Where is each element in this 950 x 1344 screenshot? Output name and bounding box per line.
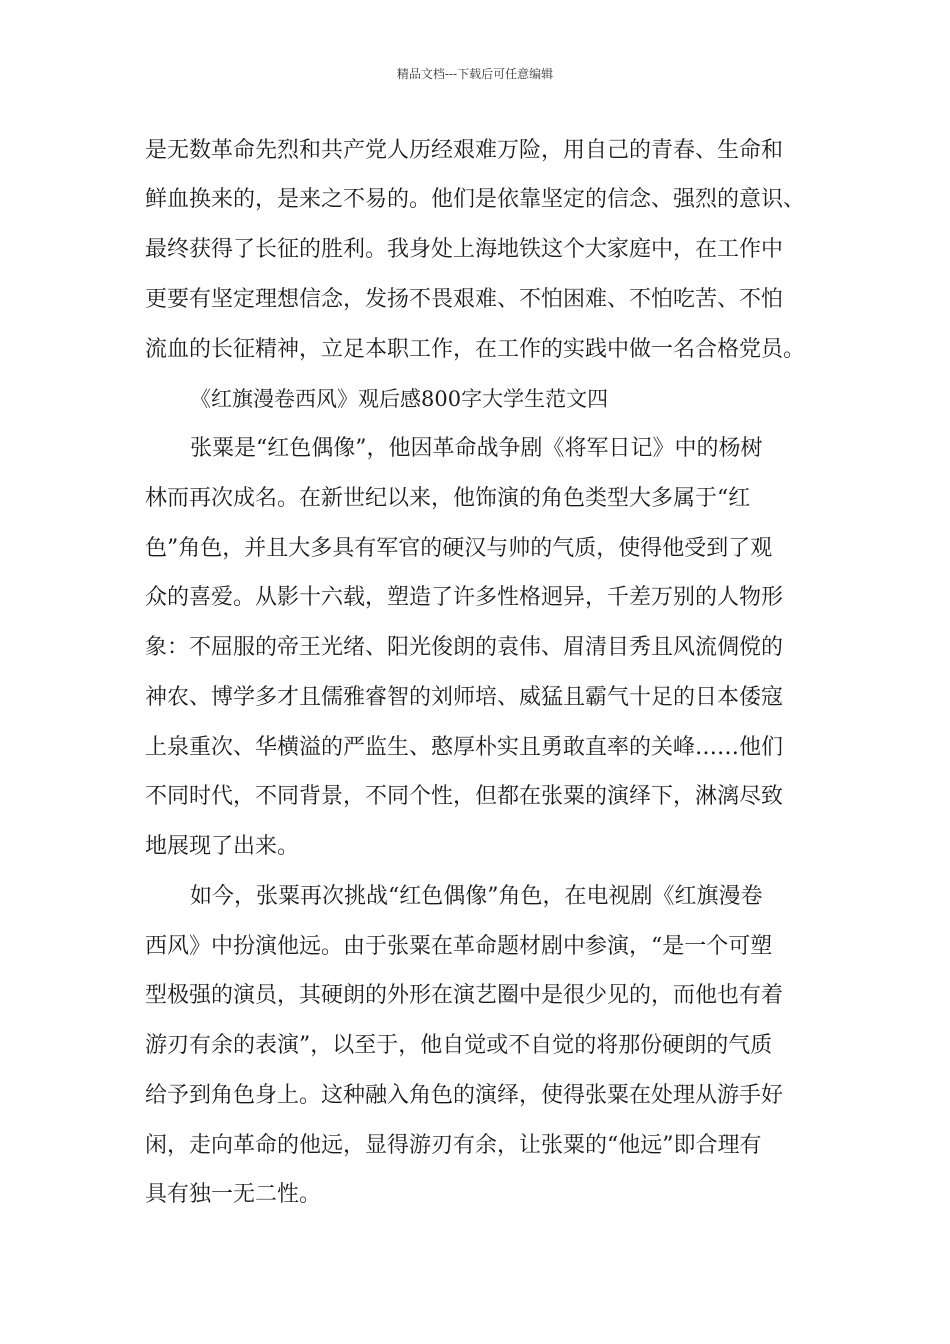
paragraph-line: 地展现了出来。 (145, 834, 300, 859)
paragraph-line: 型极强的演员，其硬朗的外形在演艺圈中是很少见的，而他也有着 (145, 983, 784, 1008)
paragraph-line: 西风》中扮演他远。由于张粟在革命题材剧中参演，“是一个可塑 (145, 934, 773, 959)
page-header: 精品文档---下载后可任意编辑 (396, 67, 554, 81)
paragraph-line: 色”角色，并且大多具有军官的硬汉与帅的气质，使得他受到了观 (145, 536, 773, 561)
section-heading: 《红旗漫卷西风》观后感800字大学生范文四 (190, 387, 609, 411)
paragraph-line: 游刃有余的表演”，以至于，他自觉或不自觉的将那份硬朗的气质 (145, 1033, 773, 1058)
paragraph-line: 张粟是“红色偶像”，他因革命战争剧《将军日记》中的杨树 (190, 436, 763, 461)
paragraph-line: 是无数革命先烈和共产党人历经艰难万险，用自己的青春、生命和 (145, 138, 784, 163)
paragraph-line: 更要有坚定理想信念，发扬不畏艰难、不怕困难、不怕吃苦、不怕 (145, 287, 784, 312)
paragraph-line: 鲜血换来的，是来之不易的。他们是依靠坚定的信念、强烈的意识、 (145, 187, 806, 212)
paragraph-line: 林而再次成名。在新世纪以来，他饰演的角色类型大多属于“红 (145, 486, 751, 511)
paragraph-line: 如今，张粟再次挑战“红色偶像”角色，在电视剧《红旗漫卷 (190, 884, 763, 909)
paragraph-line: 具有独一无二性。 (145, 1182, 322, 1207)
paragraph-line: 众的喜爱。从影十六载，塑造了许多性格迥异，千差万别的人物形 (145, 585, 784, 610)
paragraph-line: 不同时代，不同背景，不同个性，但都在张粟的演绎下，淋漓尽致 (145, 784, 784, 809)
paragraph-line: 神农、博学多才且儒雅睿智的刘师培、威猛且霸气十足的日本倭寇 (145, 685, 784, 710)
paragraph-line: 象：不屈服的帝王光绪、阳光俊朗的袁伟、眉清目秀且风流倜傥的 (145, 635, 784, 660)
paragraph-line: 上泉重次、华横溢的严监生、憨厚朴实且勇敢直率的关峰……他们 (145, 735, 784, 760)
paragraph-line: 给予到角色身上。这种融入角色的演绎，使得张粟在处理从游手好 (145, 1083, 784, 1108)
paragraph-line: 闲，走向革命的他远，显得游刃有余，让张粟的“他远”即合理有 (145, 1133, 762, 1158)
paragraph-line: 流血的长征精神，立足本职工作，在工作的实践中做一名合格党员。 (145, 337, 806, 362)
paragraph-line: 最终获得了长征的胜利。我身处上海地铁这个大家庭中，在工作中 (145, 237, 784, 262)
